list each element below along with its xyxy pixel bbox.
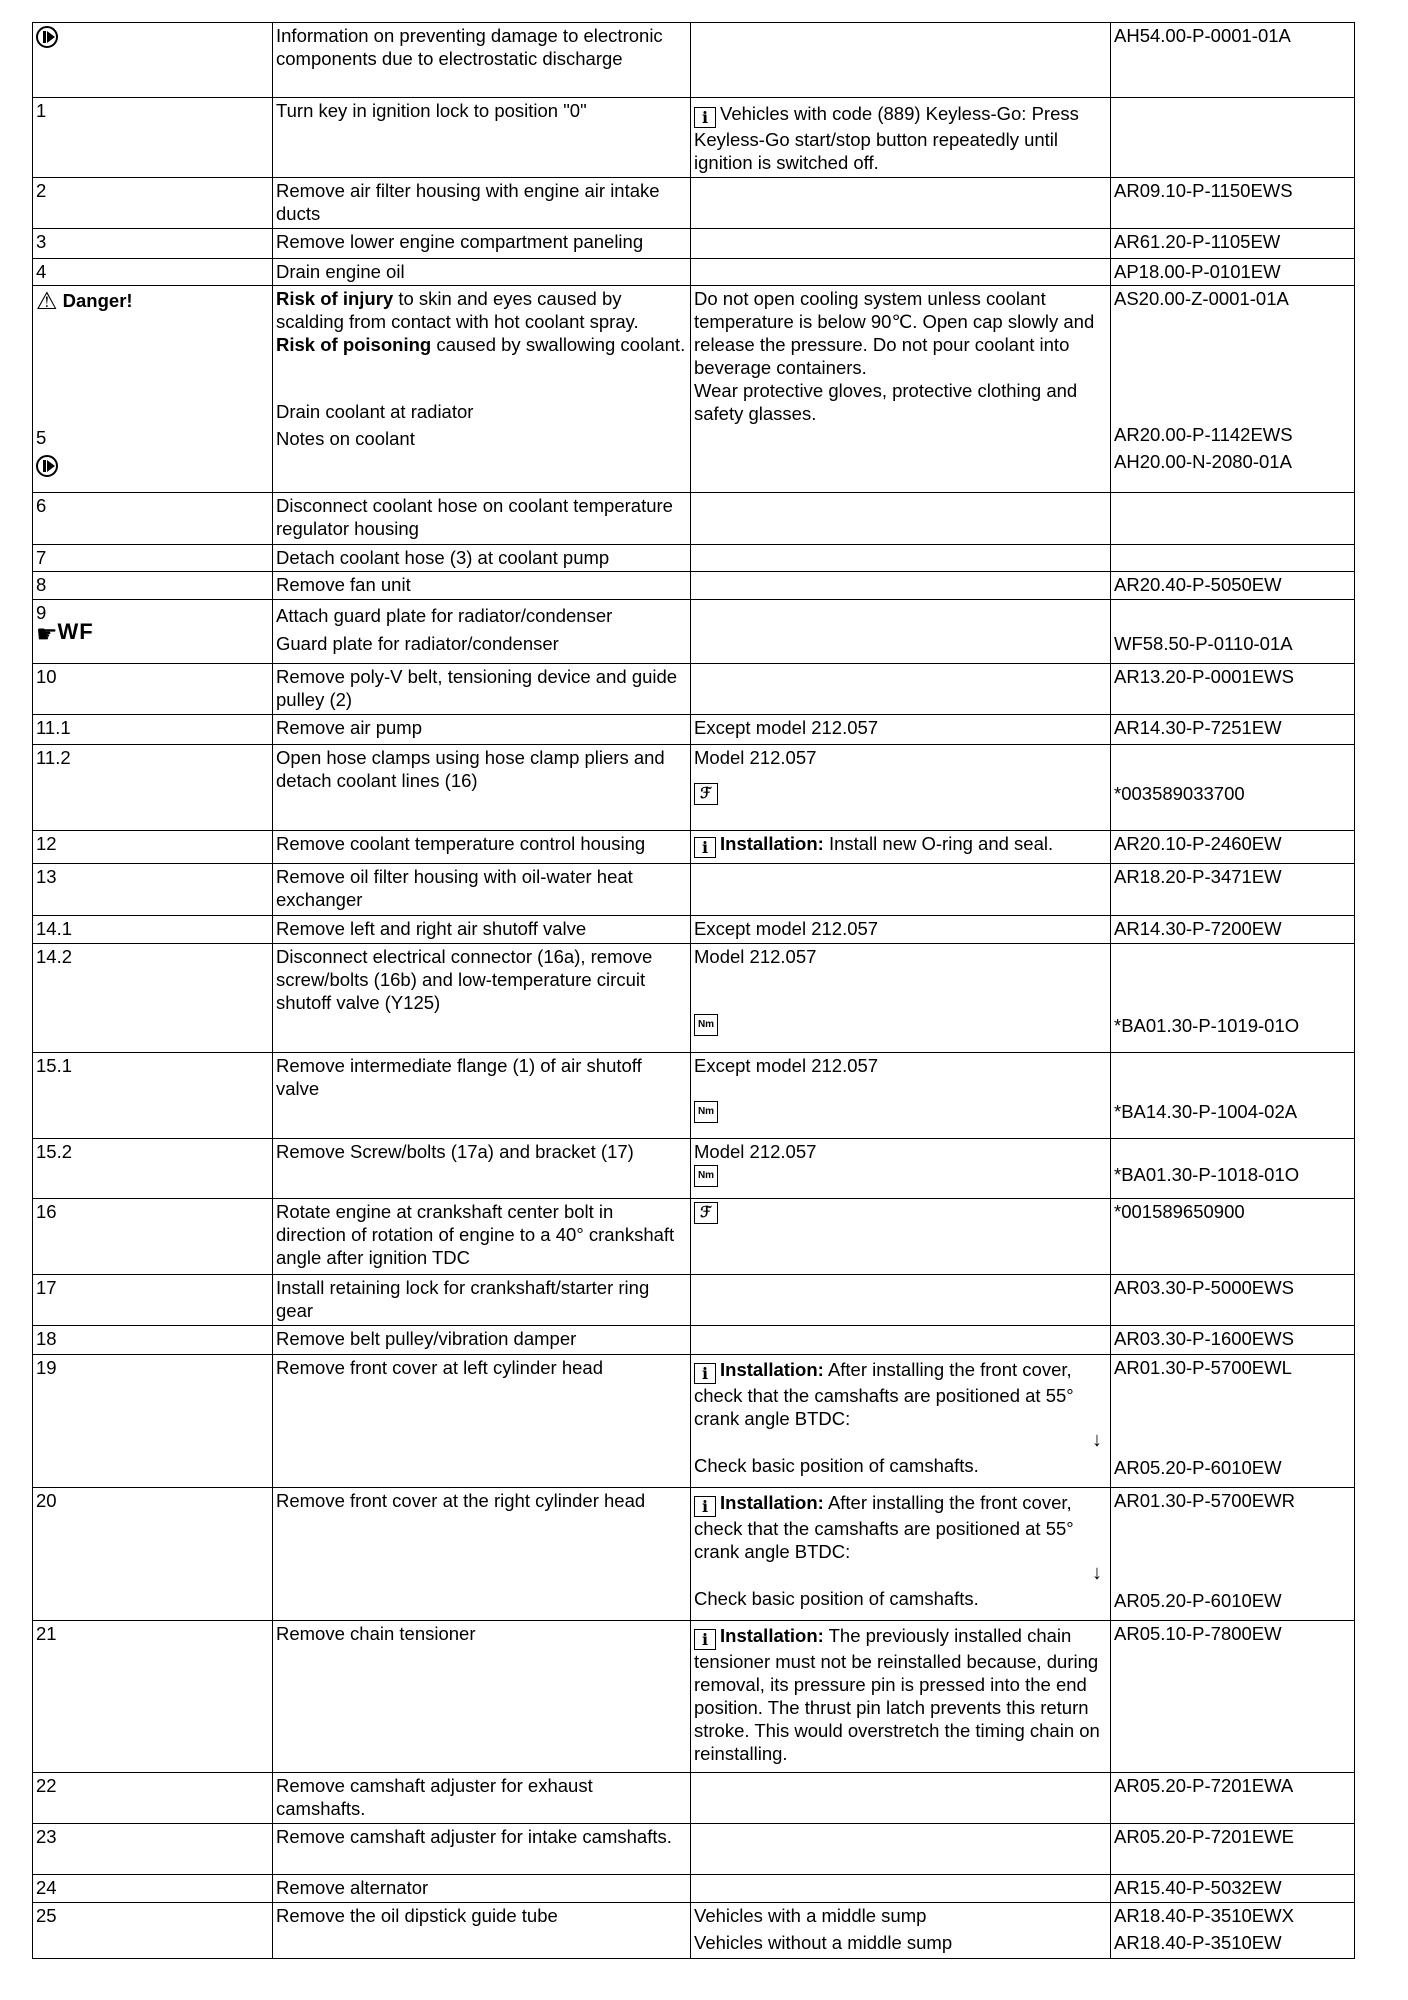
step-cell: 23 [33, 1824, 273, 1875]
note-cell [691, 259, 1111, 286]
info-icon: i [694, 1629, 716, 1650]
note-cell [691, 1139, 1111, 1199]
risk-heading: Risk of poisoning [276, 334, 432, 355]
reference-cell [1111, 286, 1355, 493]
reference-cell [1111, 545, 1355, 572]
reference-cell [1111, 600, 1355, 664]
special-tool-icon: ℱ [694, 1202, 718, 1224]
reference-cell: AP18.00-P-0101EW [1111, 259, 1355, 286]
reference-cell: AR13.20-P-0001EWS [1111, 664, 1355, 715]
step-number: 9 [36, 602, 47, 623]
procedure-table [32, 22, 1355, 1959]
step-cell: 15.2 [33, 1139, 273, 1199]
arrow-down-icon: ↓ [1092, 1429, 1102, 1451]
step-cell: 7 [33, 545, 273, 572]
note-cell: Except model 212.057 [691, 916, 1111, 944]
step-cell: 3 [33, 229, 273, 259]
note-cell [691, 1053, 1111, 1139]
step-cell: 8 [33, 572, 273, 600]
note-text: Check basic position of camshafts. [694, 1588, 979, 1609]
action-cell: Remove front cover at the right cylinder head [273, 1488, 691, 1621]
note-cell [691, 1621, 1111, 1773]
table-row [33, 178, 1355, 229]
installation-label: Installation: [720, 1359, 824, 1380]
note-cell: Except model 212.057 [691, 715, 1111, 745]
reference-cell: AR18.20-P-3471EW [1111, 864, 1355, 916]
action-cell [273, 286, 691, 493]
note-cell [691, 1275, 1111, 1326]
installation-label: Installation: [720, 1625, 824, 1646]
reference-cell: AR05.10-P-7800EW [1111, 1621, 1355, 1773]
action-cell: Information on preventing damage to electronic components due to electrostatic discharge [273, 23, 691, 98]
reference-cell: AR03.30-P-5000EWS [1111, 1275, 1355, 1326]
step-cell: 11.1 [33, 715, 273, 745]
note-cell [691, 1488, 1111, 1621]
step-cell: 4 [33, 259, 273, 286]
step-cell: 15.1 [33, 1053, 273, 1139]
action-cell: Remove belt pulley/vibration damper [273, 1326, 691, 1355]
info-icon: i [694, 1496, 716, 1517]
reference-text: AR18.40-P-3510EWX [1114, 1905, 1294, 1926]
note-cell [691, 1355, 1111, 1488]
table-row [33, 664, 1355, 715]
step-cell: 6 [33, 493, 273, 545]
action-cell: Remove coolant temperature control housing [273, 831, 691, 864]
table-row [33, 600, 1355, 664]
step-cell: 14.1 [33, 916, 273, 944]
note-cell [691, 831, 1111, 864]
reference-cell [1111, 1488, 1355, 1621]
note-cell [691, 944, 1111, 1053]
note-text: After installing the front cover, check that the camshafts are positioned at 55° crank angle BTDC: [694, 1492, 1074, 1562]
reference-cell [1111, 98, 1355, 178]
step-cell: 13 [33, 864, 273, 916]
step-cell [33, 286, 273, 493]
table-row [33, 715, 1355, 745]
reference-cell: AR03.30-P-1600EWS [1111, 1326, 1355, 1355]
step-cell: 2 [33, 178, 273, 229]
reference-text: AR01.30-P-5700EWR [1114, 1490, 1295, 1511]
action-cell: Remove oil filter housing with oil-water heat exchanger [273, 864, 691, 916]
action-cell: Disconnect coolant hose on coolant temperature regulator housing [273, 493, 691, 545]
reference-cell [1111, 1355, 1355, 1488]
step-cell: 16 [33, 1199, 273, 1275]
installation-label: Installation: [720, 1492, 824, 1513]
reference-text: *BA14.30-P-1004-02A [1114, 1101, 1298, 1122]
table-row [33, 1903, 1355, 1959]
reference-text: AR05.20-P-6010EW [1114, 1457, 1282, 1478]
reference-text: AR05.20-P-6010EW [1114, 1590, 1282, 1611]
table-row [33, 1488, 1355, 1621]
action-text: Guard plate for radiator/condenser [276, 633, 559, 654]
note-cell [691, 98, 1111, 178]
note-cell [691, 286, 1111, 493]
note-text: Vehicles with a middle sump [694, 1905, 927, 1926]
action-cell: Open hose clamps using hose clamp pliers and detach coolant lines (16) [273, 745, 691, 831]
note-cell [691, 1199, 1111, 1275]
note-cell [691, 1875, 1111, 1903]
reference-text: WF58.50-P-0110-01A [1114, 633, 1293, 654]
note-text: Check basic position of camshafts. [694, 1455, 979, 1476]
action-cell: Install retaining lock for crankshaft/starter ring gear [273, 1275, 691, 1326]
note-cell [691, 545, 1111, 572]
reference-cell: AR14.30-P-7251EW [1111, 715, 1355, 745]
step-cell: 1 [33, 98, 273, 178]
risk-heading: Risk of injury [276, 288, 394, 309]
note-text: Except model 212.057 [694, 1055, 879, 1076]
action-cell: Drain engine oil [273, 259, 691, 286]
reference-cell: *001589650900 [1111, 1199, 1355, 1275]
reference-cell: AR61.20-P-1105EW [1111, 229, 1355, 259]
table-row [33, 864, 1355, 916]
table-row [33, 1053, 1355, 1139]
notes-icon [36, 455, 58, 477]
action-cell: Remove intermediate flange (1) of air shutoff valve [273, 1053, 691, 1139]
action-cell: Remove lower engine compartment paneling [273, 229, 691, 259]
action-cell: Remove front cover at left cylinder head [273, 1355, 691, 1488]
note-cell [691, 745, 1111, 831]
step-cell: 14.2 [33, 944, 273, 1053]
action-cell: Remove air pump [273, 715, 691, 745]
reference-cell [1111, 745, 1355, 831]
table-row [33, 1875, 1355, 1903]
risk-text: to skin and eyes caused by scalding from contact with hot coolant spray. [276, 288, 639, 332]
note-text: Do not open cooling system unless coolant temperature is below 90℃. Open cap slowly and release the pressure. Do not pour coolant into beverage containers. [694, 288, 1095, 378]
action-cell [273, 600, 691, 664]
step-cell: 21 [33, 1621, 273, 1773]
note-text: Wear protective gloves, protective clothing and safety glasses. [694, 380, 1078, 424]
action-cell: Remove poly-V belt, tensioning device and guide pulley (2) [273, 664, 691, 715]
note-cell [691, 600, 1111, 664]
note-text: Model 212.057 [694, 747, 817, 768]
table-row [33, 916, 1355, 944]
arrow-down-icon: ↓ [1092, 1562, 1102, 1584]
table-row [33, 1773, 1355, 1824]
reference-cell: AR09.10-P-1150EWS [1111, 178, 1355, 229]
step-cell: 10 [33, 664, 273, 715]
reference-cell: AR05.20-P-7201EWA [1111, 1773, 1355, 1824]
action-cell: Remove alternator [273, 1875, 691, 1903]
action-cell: Disconnect electrical connector (16a), remove screw/bolts (16b) and low-temperature circuit shutoff valve (Y125) [273, 944, 691, 1053]
action-cell: Remove fan unit [273, 572, 691, 600]
table-row [33, 98, 1355, 178]
action-text: Notes on coolant [276, 428, 415, 449]
note-text: The previously installed chain tensioner must not be reinstalled because, during removal, its pressure pin is pressed into the end position. The thrust pin latch prevents this return stroke. This would overstretch the timing chain on reinstalling. [694, 1625, 1100, 1764]
step-cell [33, 23, 273, 98]
reference-text: AS20.00-Z-0001-01A [1114, 288, 1289, 309]
action-cell: Remove Screw/bolts (17a) and bracket (17) [273, 1139, 691, 1199]
note-cell [691, 1773, 1111, 1824]
action-text: Drain coolant at radiator [276, 401, 474, 422]
warning-triangle-icon: ⚠ [36, 287, 58, 315]
note-cell [691, 1326, 1111, 1355]
danger-label: Danger! [62, 290, 133, 311]
step-cell: 24 [33, 1875, 273, 1903]
torque-nm-icon: Nm [694, 1014, 718, 1036]
step-cell [33, 600, 273, 664]
reference-cell: AR14.30-P-7200EW [1111, 916, 1355, 944]
reference-text: AR20.00-P-1142EWS [1114, 424, 1293, 445]
step-cell: 19 [33, 1355, 273, 1488]
reference-text: *003589033700 [1114, 783, 1245, 804]
info-icon: i [694, 107, 716, 128]
reference-cell [1111, 1903, 1355, 1959]
note-cell [691, 229, 1111, 259]
pointing-hand-icon: ☛ [36, 620, 58, 648]
step-cell: 25 [33, 1903, 273, 1959]
note-cell [691, 493, 1111, 545]
reference-text: AR18.40-P-3510EW [1114, 1932, 1282, 1953]
notes-icon [36, 26, 58, 48]
action-cell: Remove the oil dipstick guide tube [273, 1903, 691, 1959]
table-row [33, 23, 1355, 98]
note-cell [691, 664, 1111, 715]
reference-cell [1111, 1053, 1355, 1139]
note-text: Model 212.057 [694, 946, 817, 967]
table-row [33, 1199, 1355, 1275]
torque-nm-icon: Nm [694, 1165, 718, 1187]
note-cell [691, 1824, 1111, 1875]
step-cell: 12 [33, 831, 273, 864]
table-row [33, 944, 1355, 1053]
step-number: 5 [36, 427, 47, 448]
action-cell: Remove left and right air shutoff valve [273, 916, 691, 944]
table-row [33, 286, 1355, 493]
table-row [33, 1621, 1355, 1773]
note-cell [691, 1903, 1111, 1959]
reference-cell: AR20.10-P-2460EW [1111, 831, 1355, 864]
table-row [33, 831, 1355, 864]
reference-text: *BA01.30-P-1019-01O [1114, 1015, 1300, 1036]
note-cell [691, 23, 1111, 98]
action-cell: Remove air filter housing with engine air intake ducts [273, 178, 691, 229]
procedure-sheet [32, 22, 1354, 1959]
note-text: Model 212.057 [694, 1141, 817, 1162]
reference-cell [1111, 1139, 1355, 1199]
action-cell: Remove camshaft adjuster for exhaust camshafts. [273, 1773, 691, 1824]
note-text: Vehicles with code (889) Keyless-Go: Press Keyless-Go start/stop button repeatedly until ignition is switched off. [694, 103, 1079, 173]
wf-label: WF [57, 619, 94, 644]
reference-cell: AR15.40-P-5032EW [1111, 1875, 1355, 1903]
table-row [33, 229, 1355, 259]
note-cell [691, 572, 1111, 600]
step-cell: 22 [33, 1773, 273, 1824]
step-cell: 17 [33, 1275, 273, 1326]
info-icon: i [694, 1363, 716, 1384]
table-row [33, 572, 1355, 600]
reference-cell [1111, 493, 1355, 545]
action-cell: Remove chain tensioner [273, 1621, 691, 1773]
step-cell: 20 [33, 1488, 273, 1621]
table-row [33, 745, 1355, 831]
special-tool-icon: ℱ [694, 783, 718, 805]
torque-nm-icon: Nm [694, 1101, 718, 1123]
table-row [33, 1824, 1355, 1875]
reference-cell [1111, 944, 1355, 1053]
action-cell: Remove camshaft adjuster for intake camshafts. [273, 1824, 691, 1875]
table-row [33, 1139, 1355, 1199]
table-row [33, 1355, 1355, 1488]
note-text: Install new O-ring and seal. [828, 833, 1054, 854]
action-text: Attach guard plate for radiator/condenser [276, 605, 613, 626]
reference-text: *BA01.30-P-1018-01O [1114, 1164, 1300, 1185]
reference-cell: AH54.00-P-0001-01A [1111, 23, 1355, 98]
table-row [33, 545, 1355, 572]
reference-cell: AR05.20-P-7201EWE [1111, 1824, 1355, 1875]
reference-cell: AR20.40-P-5050EW [1111, 572, 1355, 600]
action-cell: Turn key in ignition lock to position "0" [273, 98, 691, 178]
action-cell: Rotate engine at crankshaft center bolt in direction of rotation of engine to a 40° crankshaft angle after ignition TDC [273, 1199, 691, 1275]
table-row [33, 1275, 1355, 1326]
table-row [33, 1326, 1355, 1355]
step-cell: 11.2 [33, 745, 273, 831]
action-cell: Detach coolant hose (3) at coolant pump [273, 545, 691, 572]
reference-text: AR01.30-P-5700EWL [1114, 1357, 1292, 1378]
installation-label: Installation: [720, 833, 824, 854]
note-cell [691, 864, 1111, 916]
info-icon: i [694, 837, 716, 858]
table-row [33, 259, 1355, 286]
step-cell: 18 [33, 1326, 273, 1355]
table-row [33, 493, 1355, 545]
note-cell [691, 178, 1111, 229]
note-text: Vehicles without a middle sump [694, 1932, 953, 1953]
risk-text: caused by swallowing coolant. [431, 334, 686, 355]
note-text: After installing the front cover, check that the camshafts are positioned at 55° crank angle BTDC: [694, 1359, 1074, 1429]
reference-text: AH20.00-N-2080-01A [1114, 451, 1292, 472]
